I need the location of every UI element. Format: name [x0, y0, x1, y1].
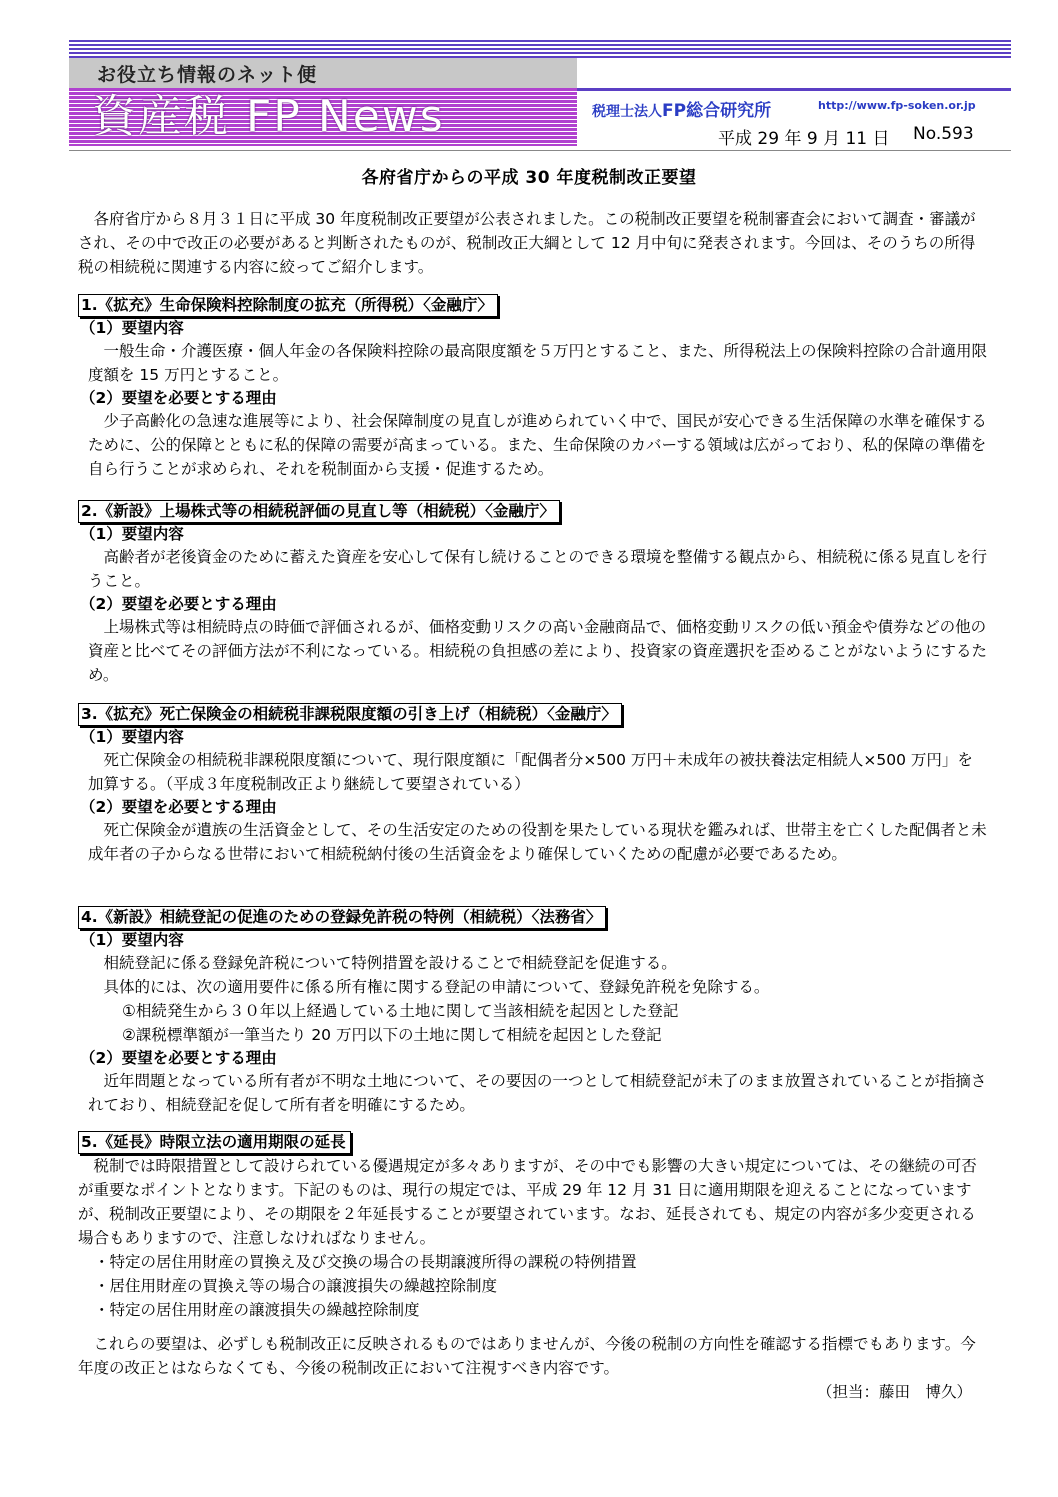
section-5-body: 税制では時限措置として設けられている優遇規定が多々ありますが、その中でも影響の大きい規定については、その継続の可否が重要なポイントとなります。下記のものは、現行の規定では、平成 29 年 12 月 31 日に適用期限を迎えることになっていますが、税制改正要望により、その期限を２年延長することが要望されています。なお、延長されても、規定の内容が多少変更される場合もありますので、注意しなければなりません。	[78, 1157, 977, 1247]
section-2-sub1-text: 高齢者が老後資金のために蓄えた資産を安心して保有し続けることのできる環境を整備する観点から、相続税に係る見直しを行うこと。	[88, 548, 988, 590]
header-tagline: お役立ち情報のネット便	[97, 64, 318, 86]
section-3-sub1-body	[78, 748, 988, 796]
organization-url[interactable]: http://www.fp-soken.or.jp	[818, 99, 976, 112]
section-4-sub1-text-2: 具体的には、次の適用要件に係る所有権に関する登記の申請について、登録免許税を免除する。	[103, 978, 770, 996]
section-1-sub1-body	[78, 339, 988, 387]
section-3-sub2-body	[78, 818, 988, 866]
section-1	[78, 293, 988, 481]
section-2-sub2-text: 上場株式等は相続時点の時価で評価されるが、価格変動リスクの高い金融商品で、価格変動リスクの低い預金や債券などの他の資産と比べてその評価方法が不利になっている。相続税の負担感の差により、投資家の資産選択を歪めることがないようにするため。	[88, 618, 988, 684]
intro-paragraph: 各府省庁から８月３１日に平成 30 年度税制改正要望が公表されました。この税制改正要望を税制審査会において調査・審議がされ、その中で改正の必要があると判断されたものが、税制改正大綱として 12 月中旬に発表されます。今回は、そのうちの所得税の相続税に関連する内容に絞ってご紹介します。	[78, 210, 976, 276]
header-stripe-lines	[69, 40, 1011, 58]
newsletter-title: 資産税 FP News	[92, 91, 445, 142]
section-1-sub2-body	[78, 409, 988, 481]
closing-paragraph: これらの要望は、必ずしも税制改正に反映されるものではありませんが、今後の税制の方向性を確認する指標でもあります。今年度の改正とはならなくても、今後の税制改正において注視すべき内容です。	[78, 1335, 976, 1377]
section-3-sub1-heading: （1）要望内容	[80, 728, 184, 746]
section-1-sub2-text: 少子高齢化の急速な進展等により、社会保障制度の見直しが進められていく中で、国民が安心できる生活保障の水準を確保するために、公的保障とともに私的保障の需要が高まっている。また、生命保険のカバーする領域は広がっており、私的保障の準備を自ら行うことが求められ、それを税制面から支援・促進するため。	[88, 412, 987, 478]
author-credit: （担当：藤田 博久）	[816, 1383, 972, 1401]
section-5	[78, 1130, 988, 1322]
list-item: ・居住用財産の買換え等の場合の譲渡損失の繰越控除制度	[94, 1277, 498, 1295]
header-bottom-rule	[69, 150, 1011, 151]
header-divider	[577, 88, 1011, 91]
list-item: ・特定の居住用財産の譲渡損失の繰越控除制度	[94, 1301, 420, 1319]
organization-name	[592, 96, 771, 121]
section-2-sub1-body	[78, 545, 988, 593]
section-5-bullet-list	[78, 1250, 988, 1322]
closing-block	[78, 1332, 988, 1404]
section-2-heading: 2.《新設》上場株式等の相続税評価の見直し等（相続税）〈金融庁〉	[78, 500, 560, 523]
section-1-sub2-heading: （2）要望を必要とする理由	[80, 389, 277, 407]
section-2-sub2-body	[78, 615, 988, 687]
document-title: 各府省庁からの平成 30 年度税制改正要望	[361, 168, 697, 188]
section-2-sub1-heading: （1）要望内容	[80, 525, 184, 543]
section-3	[78, 702, 988, 866]
intro-block	[78, 207, 988, 279]
section-4-sub1-text: 相続登記に係る登録免許税について特例措置を設けることで相続登記を促進する。	[103, 954, 677, 972]
section-4	[78, 905, 988, 1117]
section-1-sub1-heading: （1）要望内容	[80, 319, 184, 337]
issue-date: 平成 29 年 9 月 11 日	[718, 129, 890, 149]
section-2-sub2-heading: （2）要望を必要とする理由	[80, 595, 277, 613]
section-1-heading: 1.《拡充》生命保険料控除制度の拡充（所得税）〈金融庁〉	[78, 294, 498, 317]
section-4-sub2-text: 近年問題となっている所有者が不明な土地について、その要因の一つとして相続登記が未了のまま放置されていることが指摘されており、相続登記を促して所有者を明確にするため。	[88, 1072, 987, 1114]
section-4-item-2: ②課税標準額が一筆当たり 20 万円以下の土地に関して相続を起因とした登記	[122, 1026, 662, 1044]
section-5-heading: 5.《延長》時限立法の適用期限の延長	[78, 1131, 351, 1154]
issue-number: No.593	[913, 124, 974, 144]
section-4-sub2-body	[78, 1069, 988, 1117]
section-4-sub1-heading: （1）要望内容	[80, 931, 184, 949]
list-item: ・特定の居住用財産の買換え及び交換の場合の長期譲渡所得の課税の特例措置	[94, 1253, 637, 1271]
section-4-heading: 4.《新設》相続登記の促進のための登録免許税の特例（相続税）〈法務省〉	[78, 906, 606, 929]
section-3-sub2-heading: （2）要望を必要とする理由	[80, 798, 277, 816]
section-2	[78, 499, 988, 687]
section-3-sub2-text: 死亡保険金が遺族の生活資金として、その生活安定のための役割を果たしている現状を鑑みれば、世帯主を亡くした配偶者と未成年者の子からなる世帯において相続税納付後の生活資金をより確保していくための配慮が必要であるため。	[88, 821, 987, 863]
section-4-item-1: ①相続発生から３０年以上経過している土地に関して当該相続を起因とした登記	[122, 1002, 679, 1020]
section-1-sub1-text: 一般生命・介護医療・個人年金の各保険料控除の最高限度額を５万円とすること、また、所得税法上の保険料控除の合計適用限度額を 15 万円とすること。	[88, 342, 988, 384]
organization-main: FP総合研究所	[662, 101, 772, 121]
section-3-sub1-text: 死亡保険金の相続税非課税限度額について、現行限度額に「配偶者分×500 万円＋未成年の被扶養法定相続人×500 万円」を加算する。（平成３年度税制改正より継続して要望されている）	[88, 751, 973, 793]
section-3-heading: 3.《拡充》死亡保険金の相続税非課税限度額の引き上げ（相続税）〈金融庁〉	[78, 703, 622, 726]
section-4-sub2-heading: （2）要望を必要とする理由	[80, 1049, 277, 1067]
organization-prefix: 税理士法人	[592, 104, 662, 120]
section-4-sub1-body	[78, 951, 988, 999]
